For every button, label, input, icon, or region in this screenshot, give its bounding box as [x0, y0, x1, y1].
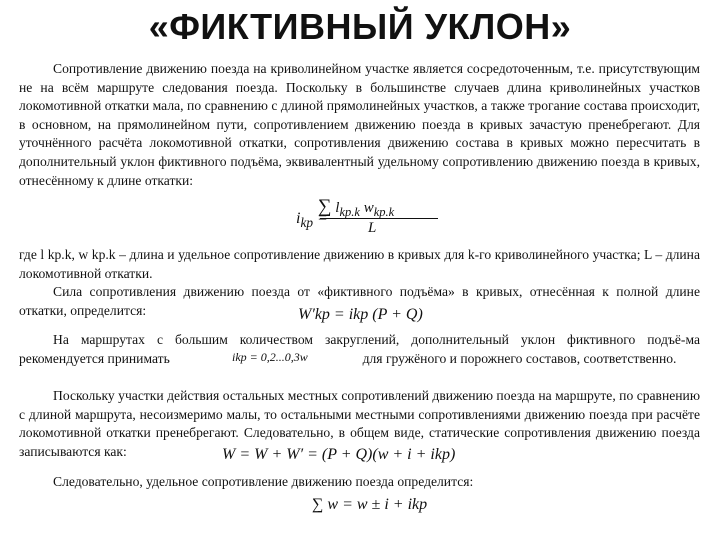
paragraph-specific-resistance: Следовательно, удельное сопротивление движению поезда определится:	[53, 474, 474, 489]
formula-numerator: ∑ $l_{kp.k}$ $w_{kp.k}$	[318, 196, 395, 219]
fraction-bar	[320, 218, 438, 219]
formula-static-resistance: W = W + W′ = (P + Q)(w + i + ikp)	[222, 446, 456, 463]
page-title: «ФИКТИВНЫЙ УКЛОН»	[148, 6, 572, 47]
formula-fictitious-slope	[296, 196, 456, 244]
recommendation-text: На маршрутах с большим количеством закруглений, дополнительный уклон фиктивного подъё-ма рекомендуется принимать	[19, 332, 700, 366]
formula-slope-range: ikp = 0,2...0,3w	[232, 350, 308, 364]
formula-lhs: $i_{kp}$ =	[296, 210, 328, 231]
paragraph-force: Сила сопротивления движению поезда от «фиктивного подъёма» в кривых, отнесённая к полной длине откатки, определится:	[19, 284, 700, 318]
formula-specific-resistance: ∑ w = w ± i + ikp	[312, 496, 428, 513]
formula-denominator: L	[368, 220, 377, 236]
paragraph-recommendation	[19, 331, 700, 368]
paragraph-static-resistance: Поскольку участки действия остальных местных сопротивлений движению поезда на маршруте, по сравнению с длиной маршрута, несоизмеримо малы, то остальными местными сопротивлениями движению поезда при расчёте локомотивной откатки пренебрегают. Следовательно, в общем виде, статические сопротивления движению поезда записываются как:	[19, 388, 700, 459]
recommendation-tail: для гружёного и порожнего составов, соответственно.	[362, 350, 677, 366]
formula-resistance-force: W′kp = ikp (P + Q)	[298, 306, 423, 323]
paragraph-intro: Сопротивление движению поезда на криволинейном участке является сосредоточенным, т.е. присутствующим не на всём маршруте следования поезда. Поскольку в большинстве случаев длина криволинейных участков локомотивной откатки мала, по сравнению с длиной прямолинейных участков, а также трогание состава происходит, в основном, на прямолинейном пути, сопротивлением движению поезда в кривых зачастую пренебрегают. Для уточнённого расчёта локомотивной откатки, сопротивления движению состава в кривых можно пересчитать в дополнительный уклон фиктивного подъёма, эквивалентный удельному сопротивлению движению поезда в кривых, отнесённому к длине откатки:	[19, 61, 700, 188]
paragraph-definitions: где l kp.k, w kp.k – длина и удельное сопротивление движению в кривых для k-го криволинейного участка; L – длина локомотивной откатки.	[19, 247, 700, 281]
